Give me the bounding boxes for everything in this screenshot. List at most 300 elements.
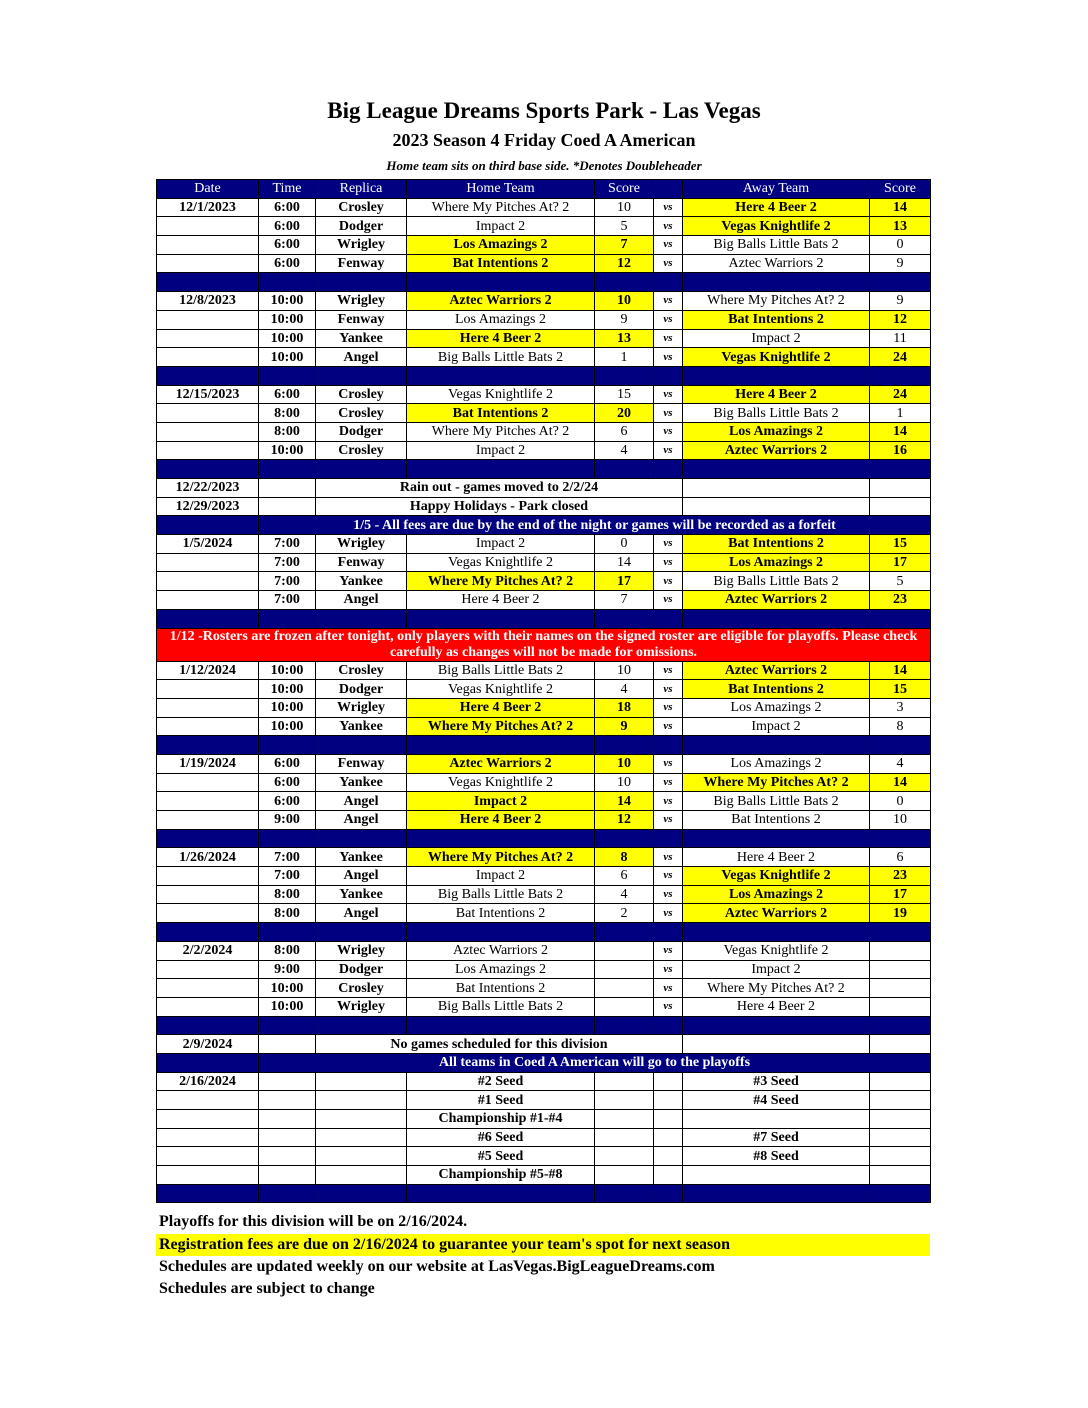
home-score: 1 [595,348,654,367]
game-row [157,535,931,554]
separator-cell [407,923,595,942]
notice-row [157,1035,931,1054]
empty-cell [870,1166,931,1185]
game-row [157,385,931,404]
playoff-away-seed: #4 Seed [683,1091,870,1110]
vs-label: vs [654,848,683,867]
away-score: 17 [870,553,931,572]
vs-label: vs [654,773,683,792]
playoff-home-seed: #2 Seed [407,1072,595,1091]
empty-cell [870,1091,931,1110]
home-team: Where My Pitches At? 2 [407,717,595,736]
home-team: Vegas Knightlife 2 [407,680,595,699]
game-time: 7:00 [259,553,316,572]
game-time: 7:00 [259,572,316,591]
away-team: Big Balls Little Bats 2 [683,404,870,423]
home-score: 18 [595,698,654,717]
game-time: 10:00 [259,292,316,311]
home-team: Los Amazings 2 [407,236,595,255]
empty-cell [595,1147,654,1166]
separator-cell [157,829,259,848]
separator-cell [654,273,683,292]
game-field: Fenway [316,254,407,273]
notice-text: Happy Holidays - Park closed [316,497,683,516]
home-score: 10 [595,661,654,680]
vs-label: vs [654,553,683,572]
separator-cell [259,1016,316,1035]
home-team: Here 4 Beer 2 [407,811,595,830]
playoff-date [157,1147,259,1166]
game-time: 8:00 [259,885,316,904]
separator-cell [157,460,259,479]
separator-cell [407,460,595,479]
away-team: Where My Pitches At? 2 [683,773,870,792]
empty-cell [683,1035,870,1054]
game-field: Crosley [316,441,407,460]
home-team: Bat Intentions 2 [407,904,595,923]
game-field: Angel [316,348,407,367]
header-replica: Replica [316,180,407,199]
header-vs [654,180,683,199]
game-row [157,792,931,811]
away-team: Aztec Warriors 2 [683,661,870,680]
separator-cell [157,1184,259,1203]
game-field: Wrigley [316,698,407,717]
game-date [157,811,259,830]
game-date [157,236,259,255]
game-field: Dodger [316,217,407,236]
game-date [157,422,259,441]
home-team: Big Balls Little Bats 2 [407,997,595,1016]
game-date [157,717,259,736]
home-team: Impact 2 [407,535,595,554]
separator-cell [157,923,259,942]
header-home-score: Score [595,180,654,199]
away-team: Aztec Warriors 2 [683,441,870,460]
week-separator-row [157,736,931,755]
away-score [870,941,931,960]
game-date [157,867,259,886]
home-score: 9 [595,310,654,329]
away-score: 24 [870,385,931,404]
away-team: Big Balls Little Bats 2 [683,792,870,811]
home-team: Where My Pitches At? 2 [407,848,595,867]
separator-cell [316,609,407,628]
banner-row [157,1053,931,1072]
week-separator-row [157,609,931,628]
header-away-team: Away Team [683,180,870,199]
game-date: 1/12/2024 [157,661,259,680]
away-score: 23 [870,867,931,886]
vs-label: vs [654,680,683,699]
playoff-home-seed: Championship #5-#8 [407,1166,595,1185]
game-date [157,572,259,591]
game-date: 1/5/2024 [157,535,259,554]
away-score: 10 [870,811,931,830]
game-time: 6:00 [259,773,316,792]
empty-cell [654,1091,683,1110]
game-row [157,904,931,923]
game-field: Yankee [316,717,407,736]
game-date [157,254,259,273]
vs-label: vs [654,254,683,273]
game-row [157,698,931,717]
separator-cell [157,366,259,385]
home-score: 10 [595,773,654,792]
home-score: 10 [595,198,654,217]
playoff-home-seed: #6 Seed [407,1128,595,1147]
empty-cell [259,479,316,498]
home-team: Bat Intentions 2 [407,979,595,998]
separator-cell [683,366,870,385]
empty-cell [157,516,259,535]
game-row [157,236,931,255]
home-score: 12 [595,254,654,273]
separator-cell [407,273,595,292]
game-row [157,254,931,273]
vs-label: vs [654,535,683,554]
separator-cell [407,1016,595,1035]
banner-text: 1/5 - All fees are due by the end of the night or games will be recorded as a forfeit [259,516,931,535]
game-date [157,329,259,348]
vs-label: vs [654,811,683,830]
home-score: 17 [595,572,654,591]
separator-cell [316,460,407,479]
home-score: 4 [595,885,654,904]
week-separator-row [157,1016,931,1035]
away-score: 16 [870,441,931,460]
away-score: 8 [870,717,931,736]
game-row [157,661,931,680]
playoff-row [157,1166,931,1185]
away-score: 9 [870,254,931,273]
game-time: 10:00 [259,329,316,348]
footer-change-note: Schedules are subject to change [159,1280,375,1297]
away-team: Impact 2 [683,329,870,348]
game-time: 8:00 [259,404,316,423]
home-team: Where My Pitches At? 2 [407,422,595,441]
separator-cell [870,1016,931,1035]
game-time: 6:00 [259,385,316,404]
away-team: Vegas Knightlife 2 [683,867,870,886]
game-time: 6:00 [259,254,316,273]
game-date [157,960,259,979]
game-row [157,941,931,960]
page-subtitle: 2023 Season 4 Friday Coed A American [392,130,696,150]
separator-cell [683,923,870,942]
empty-cell [259,1110,316,1129]
game-row [157,773,931,792]
home-team: Impact 2 [407,217,595,236]
away-score [870,979,931,998]
separator-cell [157,736,259,755]
week-separator-row [157,829,931,848]
separator-cell [316,273,407,292]
game-field: Crosley [316,979,407,998]
separator-cell [654,460,683,479]
home-score: 12 [595,811,654,830]
game-time: 7:00 [259,591,316,610]
away-team: Los Amazings 2 [683,885,870,904]
home-team: Big Balls Little Bats 2 [407,885,595,904]
home-team: Where My Pitches At? 2 [407,572,595,591]
game-row [157,867,931,886]
vs-label: vs [654,941,683,960]
playoff-home-seed: #5 Seed [407,1147,595,1166]
empty-cell [870,1072,931,1091]
game-time: 6:00 [259,792,316,811]
home-score [595,941,654,960]
vs-label: vs [654,904,683,923]
game-field: Crosley [316,661,407,680]
away-score: 3 [870,698,931,717]
empty-cell [870,1128,931,1147]
vs-label: vs [654,404,683,423]
separator-cell [595,923,654,942]
home-team: Here 4 Beer 2 [407,329,595,348]
notice-text: Rain out - games moved to 2/2/24 [316,479,683,498]
game-row [157,404,931,423]
away-score: 23 [870,591,931,610]
empty-cell [683,497,870,516]
separator-cell [259,1184,316,1203]
vs-label: vs [654,572,683,591]
home-team: Impact 2 [407,441,595,460]
game-row [157,348,931,367]
separator-cell [595,273,654,292]
empty-cell [595,1072,654,1091]
away-score: 6 [870,848,931,867]
game-field: Fenway [316,754,407,773]
game-date [157,698,259,717]
game-date: 2/2/2024 [157,941,259,960]
away-score: 15 [870,680,931,699]
empty-cell [259,1072,316,1091]
game-row [157,591,931,610]
game-row [157,960,931,979]
away-score: 13 [870,217,931,236]
home-team: Where My Pitches At? 2 [407,198,595,217]
game-row [157,680,931,699]
game-date [157,997,259,1016]
separator-cell [870,366,931,385]
separator-cell [259,609,316,628]
separator-cell [316,829,407,848]
game-time: 9:00 [259,960,316,979]
game-time: 10:00 [259,661,316,680]
game-date [157,792,259,811]
game-row [157,848,931,867]
home-team: Aztec Warriors 2 [407,292,595,311]
header-away-score: Score [870,180,931,199]
home-score: 2 [595,904,654,923]
home-score: 4 [595,680,654,699]
separator-cell [157,609,259,628]
game-field: Angel [316,811,407,830]
away-team: Vegas Knightlife 2 [683,217,870,236]
game-time: 8:00 [259,422,316,441]
game-row [157,572,931,591]
notice-date: 12/29/2023 [157,497,259,516]
home-team: Los Amazings 2 [407,310,595,329]
empty-cell [595,1091,654,1110]
separator-cell [316,736,407,755]
empty-cell [316,1147,407,1166]
away-team: Where My Pitches At? 2 [683,979,870,998]
game-row [157,997,931,1016]
empty-cell [259,1091,316,1110]
away-score: 9 [870,292,931,311]
home-score: 5 [595,217,654,236]
playoff-row [157,1110,931,1129]
separator-cell [407,829,595,848]
vs-label: vs [654,310,683,329]
vs-label: vs [654,754,683,773]
game-row [157,292,931,311]
game-time: 9:00 [259,811,316,830]
game-row [157,329,931,348]
week-separator-row [157,923,931,942]
game-time: 10:00 [259,680,316,699]
game-row [157,422,931,441]
vs-label: vs [654,717,683,736]
game-time: 7:00 [259,535,316,554]
home-team: Vegas Knightlife 2 [407,385,595,404]
separator-cell [654,923,683,942]
separator-cell [259,736,316,755]
game-field: Crosley [316,198,407,217]
away-team: Vegas Knightlife 2 [683,348,870,367]
game-date [157,904,259,923]
playoff-away-seed: #3 Seed [683,1072,870,1091]
home-score: 15 [595,385,654,404]
game-time: 8:00 [259,941,316,960]
home-score: 0 [595,535,654,554]
away-team: Impact 2 [683,960,870,979]
separator-cell [595,1016,654,1035]
separator-cell [259,923,316,942]
away-score: 5 [870,572,931,591]
game-field: Dodger [316,422,407,441]
separator-cell [407,736,595,755]
home-team: Big Balls Little Bats 2 [407,348,595,367]
playoff-away-seed: #7 Seed [683,1128,870,1147]
empty-cell [316,1166,407,1185]
roster-alert-row [157,628,931,661]
vs-label: vs [654,292,683,311]
game-date [157,885,259,904]
vs-label: vs [654,661,683,680]
home-score: 6 [595,867,654,886]
home-team: Bat Intentions 2 [407,404,595,423]
empty-cell [316,1110,407,1129]
empty-cell [259,1147,316,1166]
game-date [157,979,259,998]
separator-cell [683,1016,870,1035]
vs-label: vs [654,217,683,236]
separator-cell [595,460,654,479]
away-team: Los Amazings 2 [683,422,870,441]
vs-label: vs [654,792,683,811]
game-row [157,217,931,236]
separator-cell [683,1184,870,1203]
away-team: Big Balls Little Bats 2 [683,572,870,591]
separator-cell [870,460,931,479]
empty-cell [259,1035,316,1054]
empty-cell [654,1166,683,1185]
home-score: 7 [595,236,654,255]
home-team: Bat Intentions 2 [407,254,595,273]
away-score: 19 [870,904,931,923]
vs-label: vs [654,591,683,610]
separator-cell [259,829,316,848]
separator-cell [870,736,931,755]
empty-cell [316,1128,407,1147]
header-time: Time [259,180,316,199]
game-field: Yankee [316,773,407,792]
home-score: 4 [595,441,654,460]
separator-cell [595,609,654,628]
playoff-row [157,1072,931,1091]
page-title: Big League Dreams Sports Park - Las Vegas [327,98,761,123]
game-date [157,310,259,329]
game-date: 12/1/2023 [157,198,259,217]
game-time: 6:00 [259,217,316,236]
away-team: Here 4 Beer 2 [683,198,870,217]
away-score: 0 [870,236,931,255]
game-field: Yankee [316,848,407,867]
notice-date: 2/9/2024 [157,1035,259,1054]
game-time: 8:00 [259,904,316,923]
empty-cell [259,1128,316,1147]
game-row [157,754,931,773]
home-score: 8 [595,848,654,867]
separator-cell [654,829,683,848]
away-score: 0 [870,792,931,811]
game-field: Wrigley [316,292,407,311]
game-time: 10:00 [259,310,316,329]
home-team: Aztec Warriors 2 [407,941,595,960]
away-score: 4 [870,754,931,773]
game-time: 10:00 [259,348,316,367]
game-time: 7:00 [259,848,316,867]
header-home-team: Home Team [407,180,595,199]
vs-label: vs [654,698,683,717]
home-score: 14 [595,792,654,811]
away-team: Bat Intentions 2 [683,535,870,554]
empty-cell [654,1128,683,1147]
separator-cell [683,609,870,628]
home-team: Here 4 Beer 2 [407,591,595,610]
game-time: 10:00 [259,698,316,717]
home-score [595,997,654,1016]
game-row [157,553,931,572]
empty-cell [870,1035,931,1054]
home-score: 7 [595,591,654,610]
empty-cell [654,1072,683,1091]
roster-alert-text: 1/12 -Rosters are frozen after tonight, only players with their names on the signed roster are eligible for playoffs. Please check carefully as changes will not be made for omissions. [157,628,931,661]
game-date [157,553,259,572]
home-team: Aztec Warriors 2 [407,754,595,773]
game-time: 6:00 [259,236,316,255]
game-row [157,198,931,217]
home-score: 14 [595,553,654,572]
banner-text: All teams in Coed A American will go to the playoffs [259,1053,931,1072]
header-date: Date [157,180,259,199]
separator-cell [654,1016,683,1035]
game-field: Wrigley [316,941,407,960]
vs-label: vs [654,385,683,404]
